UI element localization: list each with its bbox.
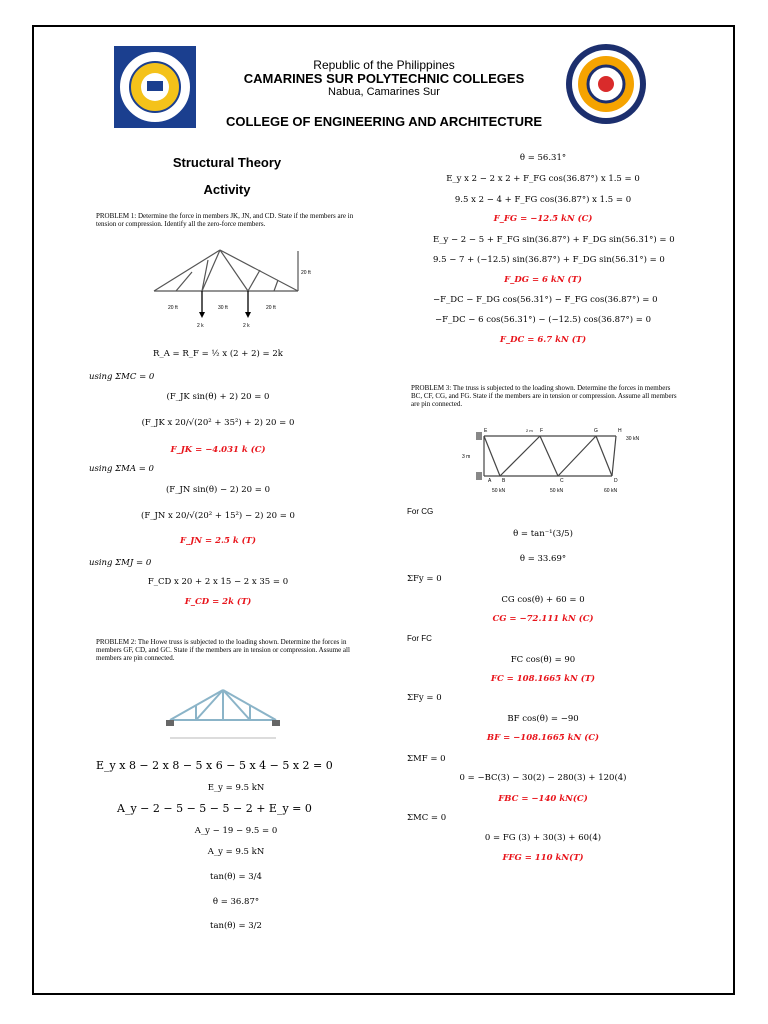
problem3-statement: PROBLEM 3: The truss is subjected to the loading shown. Determine the forces in members BC, CF, CG, and FG. State if the members are in tension or compression. Assume all members are pin connected. — [411, 384, 677, 408]
p3-load-c: 50 kN — [550, 488, 564, 494]
p2-eq-theta: θ = 36.87° — [212, 897, 260, 907]
p3-height-label: 3 m — [462, 454, 471, 460]
problem2-statement: PROBLEM 2: The Howe truss is subjected to the loading shown. Determine the forces in members GF, CD, and GC. State if the members are in tension or compression. Assume all members are pin connected. — [96, 638, 350, 662]
p2-eq-tan-1: tan(θ) = 3/4 — [210, 872, 262, 882]
p1-load-1: 2 k — [197, 323, 204, 329]
p3-cg-eq-3: ΣFy = 0 — [407, 574, 442, 584]
header-school-name: CAMARINES SUR POLYTECHNIC COLLEGES — [243, 71, 525, 86]
p3-fc-eq-2: ΣFy = 0 — [407, 693, 442, 703]
p3-label-for-cg: For CG — [407, 507, 434, 516]
r-eq-6: −F_DC − 6 cos(56.31°) − (−12.5) cos(36.87°) = 0 — [435, 315, 651, 325]
r-result-fdg: F_DG = 6 kN (T) — [504, 275, 582, 285]
doc-subtitle: Activity — [203, 182, 251, 197]
p1-dim-bottom-2: 30 ft — [218, 305, 228, 311]
p3-load-d: 60 kN — [604, 488, 618, 494]
p1-load-2: 2 k — [243, 323, 250, 329]
p1-result-fjk: F_JK = −4.031 k (C) — [170, 445, 266, 455]
p2-eq-ay-2: A_y = 9.5 kN — [207, 847, 265, 857]
p1-dim-bottom-1: 20 ft — [168, 305, 178, 311]
doc-title: Structural Theory — [172, 155, 282, 170]
p3-result-cg: CG = −72.111 kN (C) — [492, 614, 594, 624]
p3-node-c: C — [560, 478, 564, 484]
p1-eq-5: F_CD x 20 + 2 x 15 − 2 x 35 = 0 — [147, 577, 289, 587]
problem1-statement: PROBLEM 1: Determine the force in members JK, JN, and CD. State if the members are in tension or compression. Identify all the zero-force members. — [96, 212, 354, 228]
p3-fc-eq-3: BF cos(θ) = −90 — [507, 714, 579, 724]
p3-fc-eq-6: ΣMC = 0 — [407, 813, 447, 823]
p3-result-ffg: FFG = 110 kN(T) — [502, 853, 584, 863]
p3-result-fc: FC = 108.1665 kN (T) — [490, 674, 596, 684]
p1-eq-reactions: R_A = R_F = ½ x (2 + 2) = 2k — [153, 349, 283, 359]
p3-result-bf: BF = −108.1665 kN (C) — [486, 733, 600, 743]
p3-node-e: E — [484, 428, 488, 434]
problem1-truss-figure — [148, 246, 320, 332]
p3-cg-eq-4: CG cos(θ) + 60 = 0 — [501, 595, 585, 605]
header-republic: Republic of the Philippines — [313, 58, 455, 72]
p1-eq-4: (F_JN x 20/√(20² + 15²) − 2) 20 = 0 — [141, 511, 295, 521]
r-eq-1: E_y x 2 − 2 x 2 + F_FG cos(36.87°) x 1.5 = 0 — [446, 174, 640, 184]
p1-eq-using-ma: using ΣMA = 0 — [89, 464, 154, 474]
r-result-fdc: F_DC = 6.7 kN (T) — [499, 335, 587, 345]
p3-load-b: 50 kN — [492, 488, 506, 494]
p1-result-fcd: F_CD = 2k (T) — [184, 597, 252, 607]
p3-fc-eq-7: 0 = FG (3) + 30(3) + 60(4) — [484, 833, 602, 843]
p3-node-b: B — [502, 478, 506, 484]
r-eq-5: −F_DC − F_DG cos(56.31°) − F_FG cos(36.87°) = 0 — [433, 295, 658, 305]
p1-eq-2: (F_JK x 20/√(20² + 35²) + 2) 20 = 0 — [141, 418, 295, 428]
p3-node-f: F — [540, 428, 544, 434]
p3-result-fbc: FBC = −140 kN(C) — [498, 794, 588, 804]
p3-spacing-label: 2 m — [526, 428, 533, 433]
problem2-howe-truss-figure — [160, 680, 288, 748]
p3-node-a: A — [488, 478, 492, 484]
p3-node-d: D — [614, 478, 618, 484]
p1-dim-right: 20 ft — [301, 270, 311, 276]
p3-fc-eq-4: ΣMF = 0 — [407, 754, 446, 764]
p2-eq-ey: E_y = 9.5 kN — [207, 783, 265, 793]
r-eq-2: 9.5 x 2 − 4 + F_FG cos(36.87°) x 1.5 = 0 — [454, 195, 632, 205]
p3-load-h: 30 kN — [626, 436, 640, 442]
r-eq-theta: θ = 56.31° — [519, 153, 567, 163]
header-college: COLLEGE OF ENGINEERING AND ARCHITECTURE — [225, 114, 543, 129]
p1-dim-bottom-3: 20 ft — [266, 305, 276, 311]
p3-fc-eq-1: FC cos(θ) = 90 — [510, 655, 576, 665]
header-location: Nabua, Camarines Sur — [328, 86, 440, 98]
p1-eq-1: (F_JK sin(θ) + 2) 20 = 0 — [166, 392, 270, 402]
p3-fc-eq-5: 0 = −BC(3) − 30(2) − 280(3) + 120(4) — [459, 773, 627, 783]
r-eq-4: 9.5 − 7 + (−12.5) sin(36.87°) + F_DG sin(56.31°) = 0 — [433, 255, 665, 265]
p1-eq-3: (F_JN sin(θ) − 2) 20 = 0 — [165, 485, 271, 495]
p3-node-g: G — [594, 428, 598, 434]
p2-eq-ay-1: A_y − 19 − 9.5 = 0 — [194, 826, 278, 836]
p1-eq-using-mc: using ΣMC = 0 — [89, 372, 155, 382]
r-eq-3: E_y − 2 − 5 + F_FG sin(36.87°) + F_DG sin(56.31°) = 0 — [433, 235, 675, 245]
problem3-truss-figure — [440, 422, 654, 498]
p1-result-fjn: F_JN = 2.5 k (T) — [179, 536, 257, 546]
p2-eq-tan-2: tan(θ) = 3/2 — [210, 921, 262, 931]
p3-node-h: H — [618, 428, 622, 434]
p3-cg-eq-2: θ = 33.69° — [519, 554, 567, 564]
p3-label-for-fc: For FC — [407, 634, 432, 643]
p3-cg-eq-1: θ = tan⁻¹(3/5) — [513, 529, 573, 539]
p1-eq-using-mj: using ΣMJ = 0 — [89, 558, 152, 568]
p2-eq-sum-fy: A_y − 2 − 5 − 5 − 5 − 2 + E_y = 0 — [117, 802, 312, 815]
r-result-ffg: F_FG = −12.5 kN (C) — [493, 214, 593, 224]
p2-eq-moment: E_y x 8 − 2 x 8 − 5 x 6 − 5 x 4 − 5 x 2 = 0 — [96, 759, 333, 772]
